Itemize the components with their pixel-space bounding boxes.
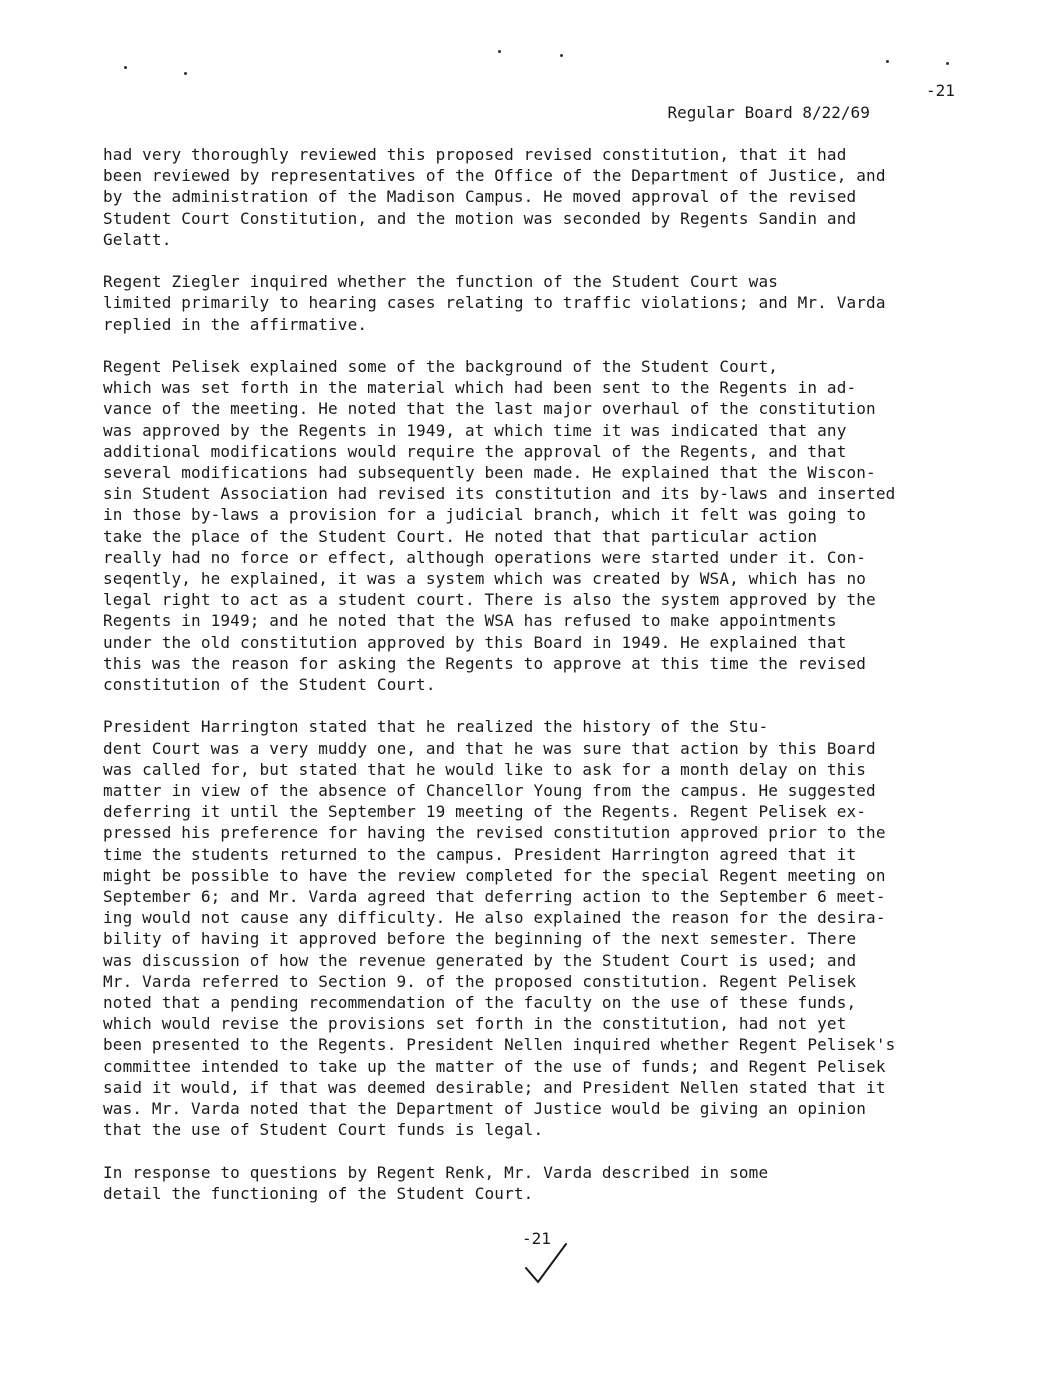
- scan-speck: [184, 72, 187, 75]
- scan-speck: [886, 60, 889, 63]
- header-title: Regular Board 8/22/69: [667, 103, 870, 122]
- scan-speck: [124, 66, 127, 69]
- scan-speck: [946, 62, 949, 65]
- paragraph-5: In response to questions by Regent Renk, Mr. Varda described in some detail the functioning of the Student Court.: [103, 1162, 769, 1203]
- document-body: [103, 144, 983, 1204]
- scan-speck: [498, 50, 501, 53]
- paragraph-3: Regent Pelisek explained some of the background of the Student Court, which was set forth in the material which had been sent to the Regents in ad- vance of the meeting. He noted that the last major overhaul of the constitution was approved by the Regents in 1949, at which time it was indicated that any additional modifications would require the approval of the Regents, and that several modifications had subsequently been made. He explained that the Wiscon- sin Student Association had revised its constitution and its by-laws and inserted in those by-laws a provision for a judicial branch, which it felt was going to take the place of the Student Court. He noted that that particular action really had no force or effect, although operations were started under it. Con- seqently, he explained, it was a system which was created by WSA, which has no legal right to act as a student court. There is also the system approved by the Regents in 1949; and he noted that the WSA has refused to make appointments under the old constitution approved by this Board in 1949. He explained that this was the reason for asking the Regents to approve at this time the revised constitution of the Student Court.: [103, 357, 896, 695]
- scan-speck: [560, 54, 563, 57]
- paragraph-1: had very thoroughly reviewed this proposed revised constitution, that it had been reviewed by representatives of the Office of the Department of Justice, and by the administration of the Madison Campus. He moved approval of the revised Student Court Constitution, and the motion was seconded by Regents Sandin and Gelatt.: [103, 145, 886, 249]
- paragraph-4: President Harrington stated that he realized the history of the Stu- dent Court was a very muddy one, and that he was sure that action by this Board was called for, but stated that he would like to ask for a month delay on this matter in view of the absence of Chancellor Young from the campus. He suggested deferring it until the September 19 meeting of the Regents. Regent Pelisek ex- pressed his preference for having the revised constitution approved prior to the time the students returned to the campus. President Harrington agreed that it might be possible to have the review completed for the special Regent meeting on September 6; and Mr. Varda agreed that deferring action to the September 6 meet- ing would not cause any difficulty. He also explained the reason for the desira- bility of having it approved before the beginning of the next semester. There was discussion of how the revenue generated by the Student Court is used; and Mr. Varda referred to Section 9. of the proposed constitution. Regent Pelisek noted that a pending recommendation of the faculty on the use of these funds, which would revise the provisions set forth in the constitution, had not yet been presented to the Regents. President Nellen inquired whether Regent Pelisek's committee intended to take up the matter of the use of funds; and Regent Pelisek said it would, if that was deemed desirable; and President Nellen stated that it was. Mr. Varda noted that the Department of Justice would be giving an opinion that the use of Student Court funds is legal.: [103, 717, 896, 1140]
- footer-page-number: -21: [522, 1229, 551, 1248]
- header-page-number: -21: [926, 81, 955, 100]
- paragraph-2: Regent Ziegler inquired whether the function of the Student Court was limited primarily to hearing cases relating to traffic violations; and Mr. Varda replied in the affirmative.: [103, 272, 886, 334]
- handwritten-checkmark-icon: [522, 1238, 572, 1288]
